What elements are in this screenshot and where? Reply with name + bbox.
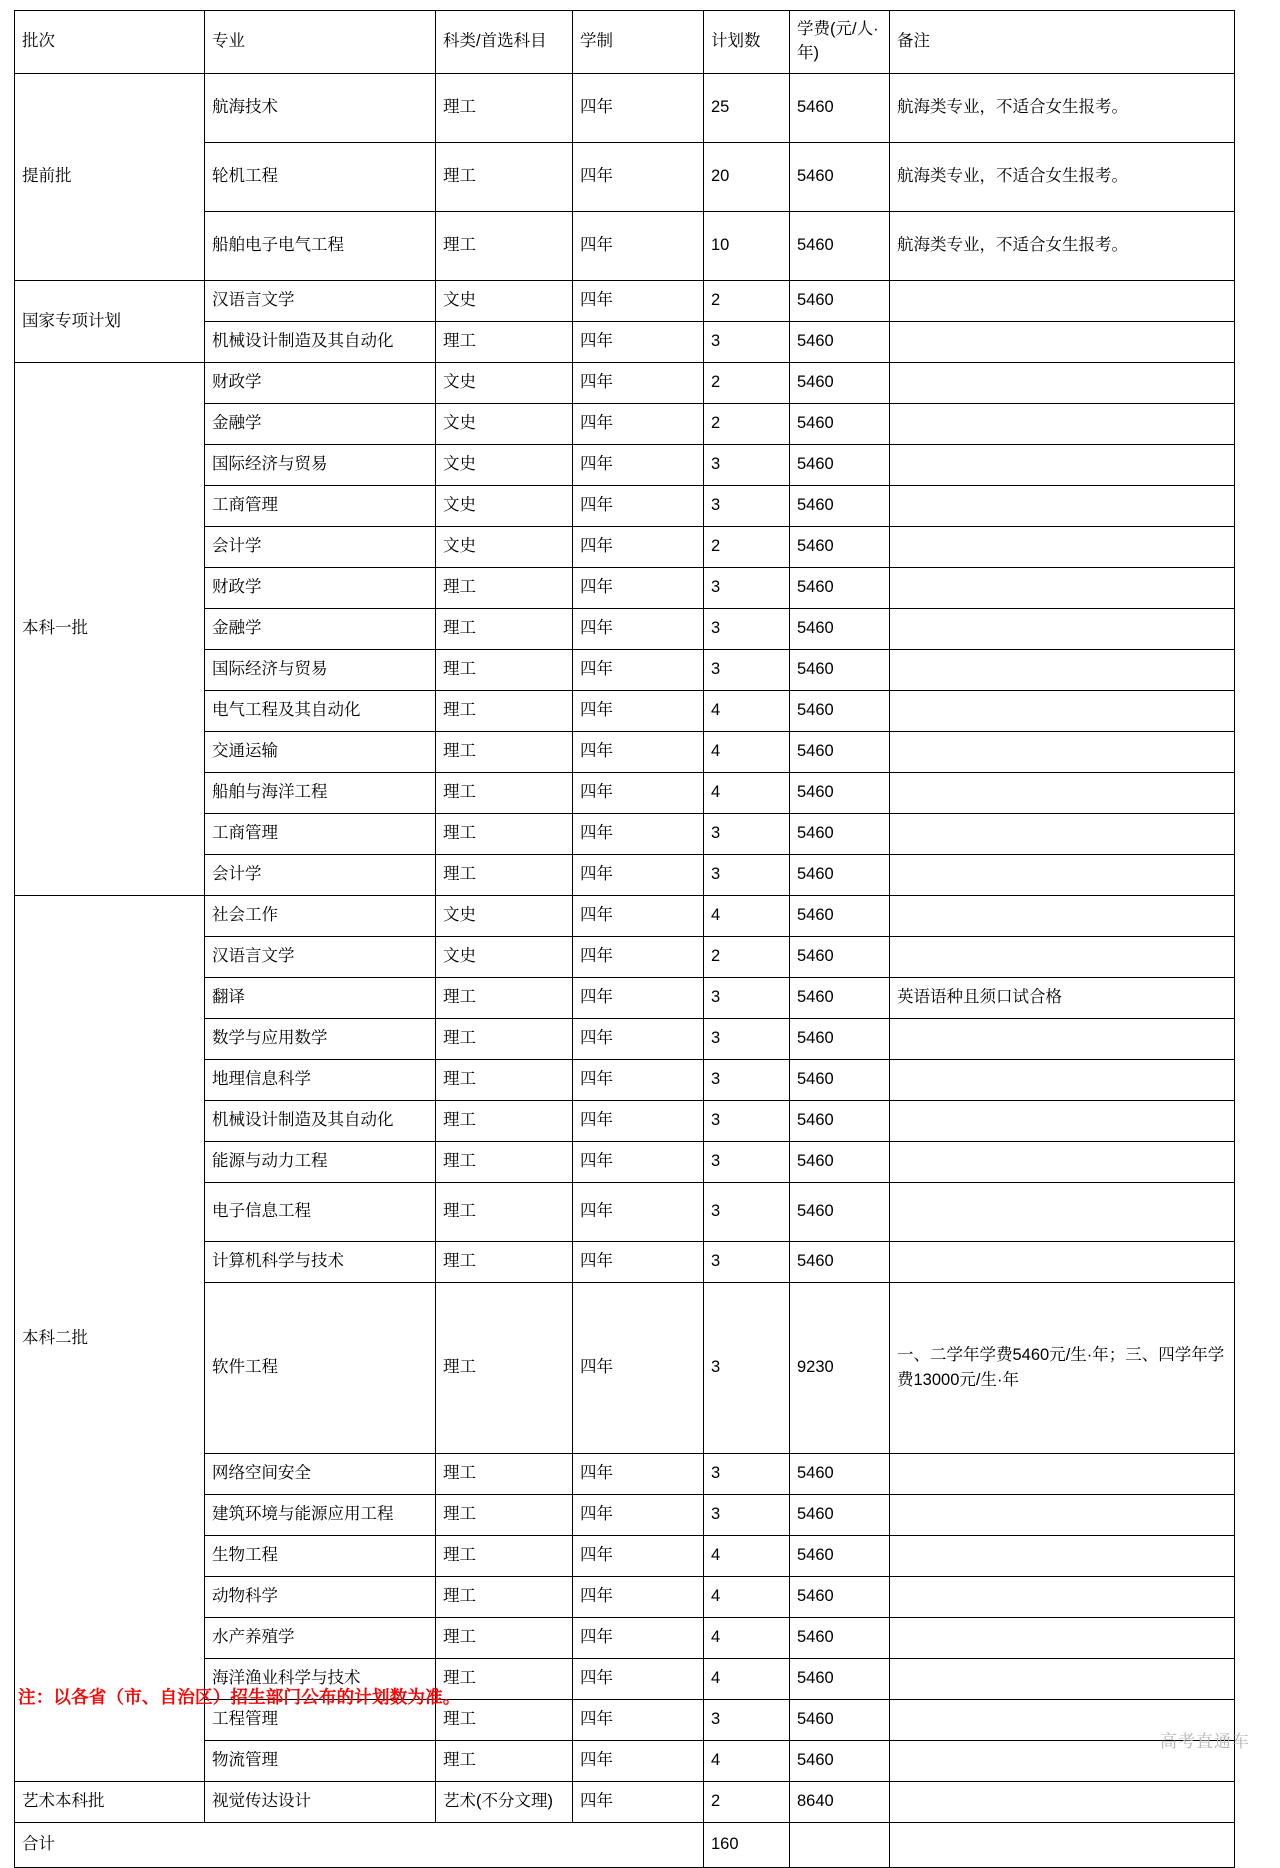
category-cell: 理工 [436, 1741, 573, 1782]
remark-cell [890, 896, 1235, 937]
column-header-tuition: 学费(元/人·年) [790, 11, 890, 74]
category-cell: 理工 [436, 609, 573, 650]
major-cell: 工商管理 [205, 486, 436, 527]
remark-cell [890, 1782, 1235, 1823]
watermark: 高考直通车 [1160, 1732, 1250, 1751]
major-cell: 交通运输 [205, 732, 436, 773]
tuition-cell: 5460 [790, 445, 890, 486]
table-row [15, 896, 1235, 937]
tuition-cell: 5460 [790, 1659, 890, 1700]
category-cell: 理工 [436, 1283, 573, 1454]
batch-cell: 提前批 [15, 74, 205, 281]
plan-count-cell: 3 [704, 1142, 790, 1183]
tuition-cell: 5460 [790, 937, 890, 978]
duration-cell: 四年 [573, 322, 704, 363]
remark-cell [890, 527, 1235, 568]
batch-cell: 艺术本科批 [15, 1782, 205, 1823]
table-row [15, 281, 1235, 322]
plan-count-cell: 3 [704, 650, 790, 691]
duration-cell: 四年 [573, 1454, 704, 1495]
major-cell: 会计学 [205, 855, 436, 896]
major-cell: 软件工程 [205, 1283, 436, 1454]
remark-cell [890, 1101, 1235, 1142]
column-header-plan-count: 计划数 [704, 11, 790, 74]
plan-count-cell: 4 [704, 1577, 790, 1618]
category-cell: 理工 [436, 568, 573, 609]
duration-cell: 四年 [573, 1536, 704, 1577]
plan-count-cell: 10 [704, 212, 790, 281]
tuition-cell: 8640 [790, 1782, 890, 1823]
duration-cell: 四年 [573, 568, 704, 609]
remark-cell: 一、二学年学费5460元/生·年；三、四学年学费13000元/生·年 [890, 1283, 1235, 1454]
duration-cell: 四年 [573, 609, 704, 650]
remark-cell [890, 691, 1235, 732]
tuition-cell: 5460 [790, 1700, 890, 1741]
remark-cell [890, 609, 1235, 650]
category-cell: 文史 [436, 937, 573, 978]
column-header-batch: 批次 [15, 11, 205, 74]
category-cell: 理工 [436, 212, 573, 281]
major-cell: 机械设计制造及其自动化 [205, 322, 436, 363]
tuition-cell: 5460 [790, 74, 890, 143]
plan-count-cell: 4 [704, 1659, 790, 1700]
duration-cell: 四年 [573, 937, 704, 978]
category-cell: 理工 [436, 1060, 573, 1101]
remark-cell [890, 1242, 1235, 1283]
category-cell: 理工 [436, 1019, 573, 1060]
major-cell: 汉语言文学 [205, 281, 436, 322]
remark-cell [890, 937, 1235, 978]
category-cell: 理工 [436, 1659, 573, 1700]
remark-cell [890, 1019, 1235, 1060]
tuition-cell: 5460 [790, 486, 890, 527]
major-cell: 电气工程及其自动化 [205, 691, 436, 732]
major-cell: 建筑环境与能源应用工程 [205, 1495, 436, 1536]
remark-cell: 航海类专业，不适合女生报考。 [890, 143, 1235, 212]
category-cell: 理工 [436, 814, 573, 855]
total-row [15, 1823, 1235, 1868]
category-cell: 理工 [436, 1618, 573, 1659]
duration-cell: 四年 [573, 1019, 704, 1060]
major-cell: 海洋渔业科学与技术 [205, 1659, 436, 1700]
category-cell: 理工 [436, 1536, 573, 1577]
tuition-cell: 5460 [790, 1183, 890, 1242]
plan-count-cell: 3 [704, 814, 790, 855]
plan-count-cell: 2 [704, 527, 790, 568]
remark-cell: 航海类专业，不适合女生报考。 [890, 212, 1235, 281]
duration-cell: 四年 [573, 896, 704, 937]
tuition-cell: 5460 [790, 363, 890, 404]
duration-cell: 四年 [573, 74, 704, 143]
major-cell: 数学与应用数学 [205, 1019, 436, 1060]
major-cell: 金融学 [205, 404, 436, 445]
remark-cell [890, 650, 1235, 691]
remark-cell [890, 814, 1235, 855]
plan-count-cell: 2 [704, 363, 790, 404]
tuition-cell: 5460 [790, 281, 890, 322]
tuition-cell: 5460 [790, 978, 890, 1019]
remark-cell [890, 1618, 1235, 1659]
batch-cell: 国家专项计划 [15, 281, 205, 363]
duration-cell: 四年 [573, 1101, 704, 1142]
tuition-cell: 5460 [790, 732, 890, 773]
duration-cell: 四年 [573, 1659, 704, 1700]
duration-cell: 四年 [573, 1700, 704, 1741]
major-cell: 工商管理 [205, 814, 436, 855]
major-cell: 计算机科学与技术 [205, 1242, 436, 1283]
plan-count-cell: 2 [704, 281, 790, 322]
major-cell: 能源与动力工程 [205, 1142, 436, 1183]
category-cell: 文史 [436, 486, 573, 527]
plan-count-cell: 4 [704, 1536, 790, 1577]
batch-cell: 本科二批 [15, 896, 205, 1782]
tuition-cell: 5460 [790, 1101, 890, 1142]
plan-count-cell: 3 [704, 609, 790, 650]
duration-cell: 四年 [573, 773, 704, 814]
duration-cell: 四年 [573, 527, 704, 568]
category-cell: 理工 [436, 650, 573, 691]
plan-count-cell: 3 [704, 445, 790, 486]
category-cell: 文史 [436, 527, 573, 568]
tuition-cell: 9230 [790, 1283, 890, 1454]
plan-count-cell: 3 [704, 1060, 790, 1101]
table-row [15, 1782, 1235, 1823]
category-cell: 文史 [436, 281, 573, 322]
category-cell: 理工 [436, 1142, 573, 1183]
tuition-cell: 5460 [790, 1242, 890, 1283]
tuition-cell: 5460 [790, 1019, 890, 1060]
plan-count-cell: 3 [704, 1454, 790, 1495]
tuition-cell: 5460 [790, 568, 890, 609]
total-tuition-cell [790, 1823, 890, 1868]
plan-count-cell: 3 [704, 1242, 790, 1283]
major-cell: 社会工作 [205, 896, 436, 937]
tuition-cell: 5460 [790, 1741, 890, 1782]
category-cell: 文史 [436, 896, 573, 937]
duration-cell: 四年 [573, 1283, 704, 1454]
tuition-cell: 5460 [790, 1060, 890, 1101]
duration-cell: 四年 [573, 1495, 704, 1536]
remark-cell [890, 322, 1235, 363]
remark-cell [890, 1183, 1235, 1242]
column-header-category: 科类/首选科目 [436, 11, 573, 74]
major-cell: 汉语言文学 [205, 937, 436, 978]
duration-cell: 四年 [573, 978, 704, 1019]
tuition-cell: 5460 [790, 212, 890, 281]
remark-cell [890, 445, 1235, 486]
table-row [15, 74, 1235, 143]
major-cell: 水产养殖学 [205, 1618, 436, 1659]
remark-cell [890, 363, 1235, 404]
remark-cell [890, 1659, 1235, 1700]
category-cell: 理工 [436, 691, 573, 732]
remark-cell [890, 281, 1235, 322]
plan-count-cell: 4 [704, 1618, 790, 1659]
category-cell: 文史 [436, 363, 573, 404]
plan-count-cell: 25 [704, 74, 790, 143]
duration-cell: 四年 [573, 1183, 704, 1242]
major-cell: 翻译 [205, 978, 436, 1019]
major-cell: 会计学 [205, 527, 436, 568]
duration-cell: 四年 [573, 212, 704, 281]
plan-count-cell: 3 [704, 568, 790, 609]
category-cell: 文史 [436, 404, 573, 445]
plan-count-cell: 3 [704, 855, 790, 896]
duration-cell: 四年 [573, 143, 704, 212]
remark-cell [890, 1536, 1235, 1577]
tuition-cell: 5460 [790, 404, 890, 445]
duration-cell: 四年 [573, 1618, 704, 1659]
table-body [15, 74, 1235, 1868]
plan-count-cell: 3 [704, 322, 790, 363]
category-cell: 理工 [436, 1700, 573, 1741]
major-cell: 轮机工程 [205, 143, 436, 212]
category-cell: 理工 [436, 1577, 573, 1618]
duration-cell: 四年 [573, 1741, 704, 1782]
category-cell: 理工 [436, 1242, 573, 1283]
duration-cell: 四年 [573, 404, 704, 445]
category-cell: 理工 [436, 322, 573, 363]
duration-cell: 四年 [573, 855, 704, 896]
tuition-cell: 5460 [790, 1577, 890, 1618]
batch-cell: 本科一批 [15, 363, 205, 896]
total-plan-count-cell: 160 [704, 1823, 790, 1868]
major-cell: 国际经济与贸易 [205, 445, 436, 486]
tuition-cell: 5460 [790, 855, 890, 896]
major-cell: 地理信息科学 [205, 1060, 436, 1101]
category-cell: 文史 [436, 445, 573, 486]
category-cell: 理工 [436, 143, 573, 212]
plan-count-cell: 2 [704, 937, 790, 978]
column-header-duration: 学制 [573, 11, 704, 74]
plan-count-cell: 3 [704, 1495, 790, 1536]
major-cell: 视觉传达设计 [205, 1782, 436, 1823]
duration-cell: 四年 [573, 1782, 704, 1823]
remark-cell [890, 732, 1235, 773]
duration-cell: 四年 [573, 732, 704, 773]
remark-cell [890, 1454, 1235, 1495]
remark-cell [890, 1495, 1235, 1536]
remark-cell [890, 1142, 1235, 1183]
plan-count-cell: 4 [704, 773, 790, 814]
total-label-cell: 合计 [15, 1823, 704, 1868]
category-cell: 理工 [436, 978, 573, 1019]
duration-cell: 四年 [573, 1142, 704, 1183]
duration-cell: 四年 [573, 445, 704, 486]
duration-cell: 四年 [573, 650, 704, 691]
tuition-cell: 5460 [790, 1454, 890, 1495]
duration-cell: 四年 [573, 1060, 704, 1101]
major-cell: 物流管理 [205, 1741, 436, 1782]
remark-cell [890, 855, 1235, 896]
tuition-cell: 5460 [790, 773, 890, 814]
remark-cell [890, 568, 1235, 609]
remark-cell [890, 404, 1235, 445]
category-cell: 理工 [436, 74, 573, 143]
duration-cell: 四年 [573, 814, 704, 855]
remark-cell: 航海类专业，不适合女生报考。 [890, 74, 1235, 143]
category-cell: 理工 [436, 1101, 573, 1142]
major-cell: 航海技术 [205, 74, 436, 143]
plan-count-cell: 2 [704, 1782, 790, 1823]
major-cell: 机械设计制造及其自动化 [205, 1101, 436, 1142]
category-cell: 理工 [436, 1183, 573, 1242]
tuition-cell: 5460 [790, 1495, 890, 1536]
duration-cell: 四年 [573, 1577, 704, 1618]
column-header-remark: 备注 [890, 11, 1235, 74]
plan-count-cell: 3 [704, 978, 790, 1019]
plan-count-cell: 3 [704, 1101, 790, 1142]
table-header [15, 11, 1235, 74]
footnote: 注：以各省（市、自治区）招生部门公布的计划数为准。 [18, 1687, 461, 1707]
plan-count-cell: 4 [704, 691, 790, 732]
admission-plan-sheet [14, 10, 1238, 1868]
tuition-cell: 5460 [790, 896, 890, 937]
category-cell: 理工 [436, 773, 573, 814]
major-cell: 网络空间安全 [205, 1454, 436, 1495]
major-cell: 船舶与海洋工程 [205, 773, 436, 814]
plan-count-cell: 3 [704, 1700, 790, 1741]
tuition-cell: 5460 [790, 527, 890, 568]
plan-count-cell: 3 [704, 486, 790, 527]
total-remark-cell [890, 1823, 1235, 1868]
major-cell: 船舶电子电气工程 [205, 212, 436, 281]
admission-plan-table [14, 10, 1235, 1868]
tuition-cell: 5460 [790, 691, 890, 732]
tuition-cell: 5460 [790, 609, 890, 650]
major-cell: 电子信息工程 [205, 1183, 436, 1242]
duration-cell: 四年 [573, 281, 704, 322]
remark-cell [890, 486, 1235, 527]
plan-count-cell: 4 [704, 896, 790, 937]
duration-cell: 四年 [573, 363, 704, 404]
category-cell: 理工 [436, 855, 573, 896]
tuition-cell: 5460 [790, 650, 890, 691]
plan-count-cell: 4 [704, 1741, 790, 1782]
category-cell: 理工 [436, 1495, 573, 1536]
tuition-cell: 5460 [790, 143, 890, 212]
major-cell: 财政学 [205, 363, 436, 404]
plan-count-cell: 3 [704, 1283, 790, 1454]
category-cell: 理工 [436, 732, 573, 773]
plan-count-cell: 3 [704, 1019, 790, 1060]
tuition-cell: 5460 [790, 1536, 890, 1577]
table-row [15, 363, 1235, 404]
tuition-cell: 5460 [790, 1142, 890, 1183]
column-header-major: 专业 [205, 11, 436, 74]
major-cell: 动物科学 [205, 1577, 436, 1618]
header-row [15, 11, 1235, 74]
duration-cell: 四年 [573, 486, 704, 527]
plan-count-cell: 4 [704, 732, 790, 773]
tuition-cell: 5460 [790, 814, 890, 855]
major-cell: 工程管理 [205, 1700, 436, 1741]
plan-count-cell: 2 [704, 404, 790, 445]
major-cell: 金融学 [205, 609, 436, 650]
plan-count-cell: 20 [704, 143, 790, 212]
tuition-cell: 5460 [790, 322, 890, 363]
category-cell: 理工 [436, 1454, 573, 1495]
tuition-cell: 5460 [790, 1618, 890, 1659]
category-cell: 艺术(不分文理) [436, 1782, 573, 1823]
remark-cell [890, 773, 1235, 814]
remark-cell: 英语语种且须口试合格 [890, 978, 1235, 1019]
major-cell: 国际经济与贸易 [205, 650, 436, 691]
duration-cell: 四年 [573, 691, 704, 732]
remark-cell [890, 1060, 1235, 1101]
plan-count-cell: 3 [704, 1183, 790, 1242]
duration-cell: 四年 [573, 1242, 704, 1283]
major-cell: 生物工程 [205, 1536, 436, 1577]
major-cell: 财政学 [205, 568, 436, 609]
remark-cell [890, 1577, 1235, 1618]
